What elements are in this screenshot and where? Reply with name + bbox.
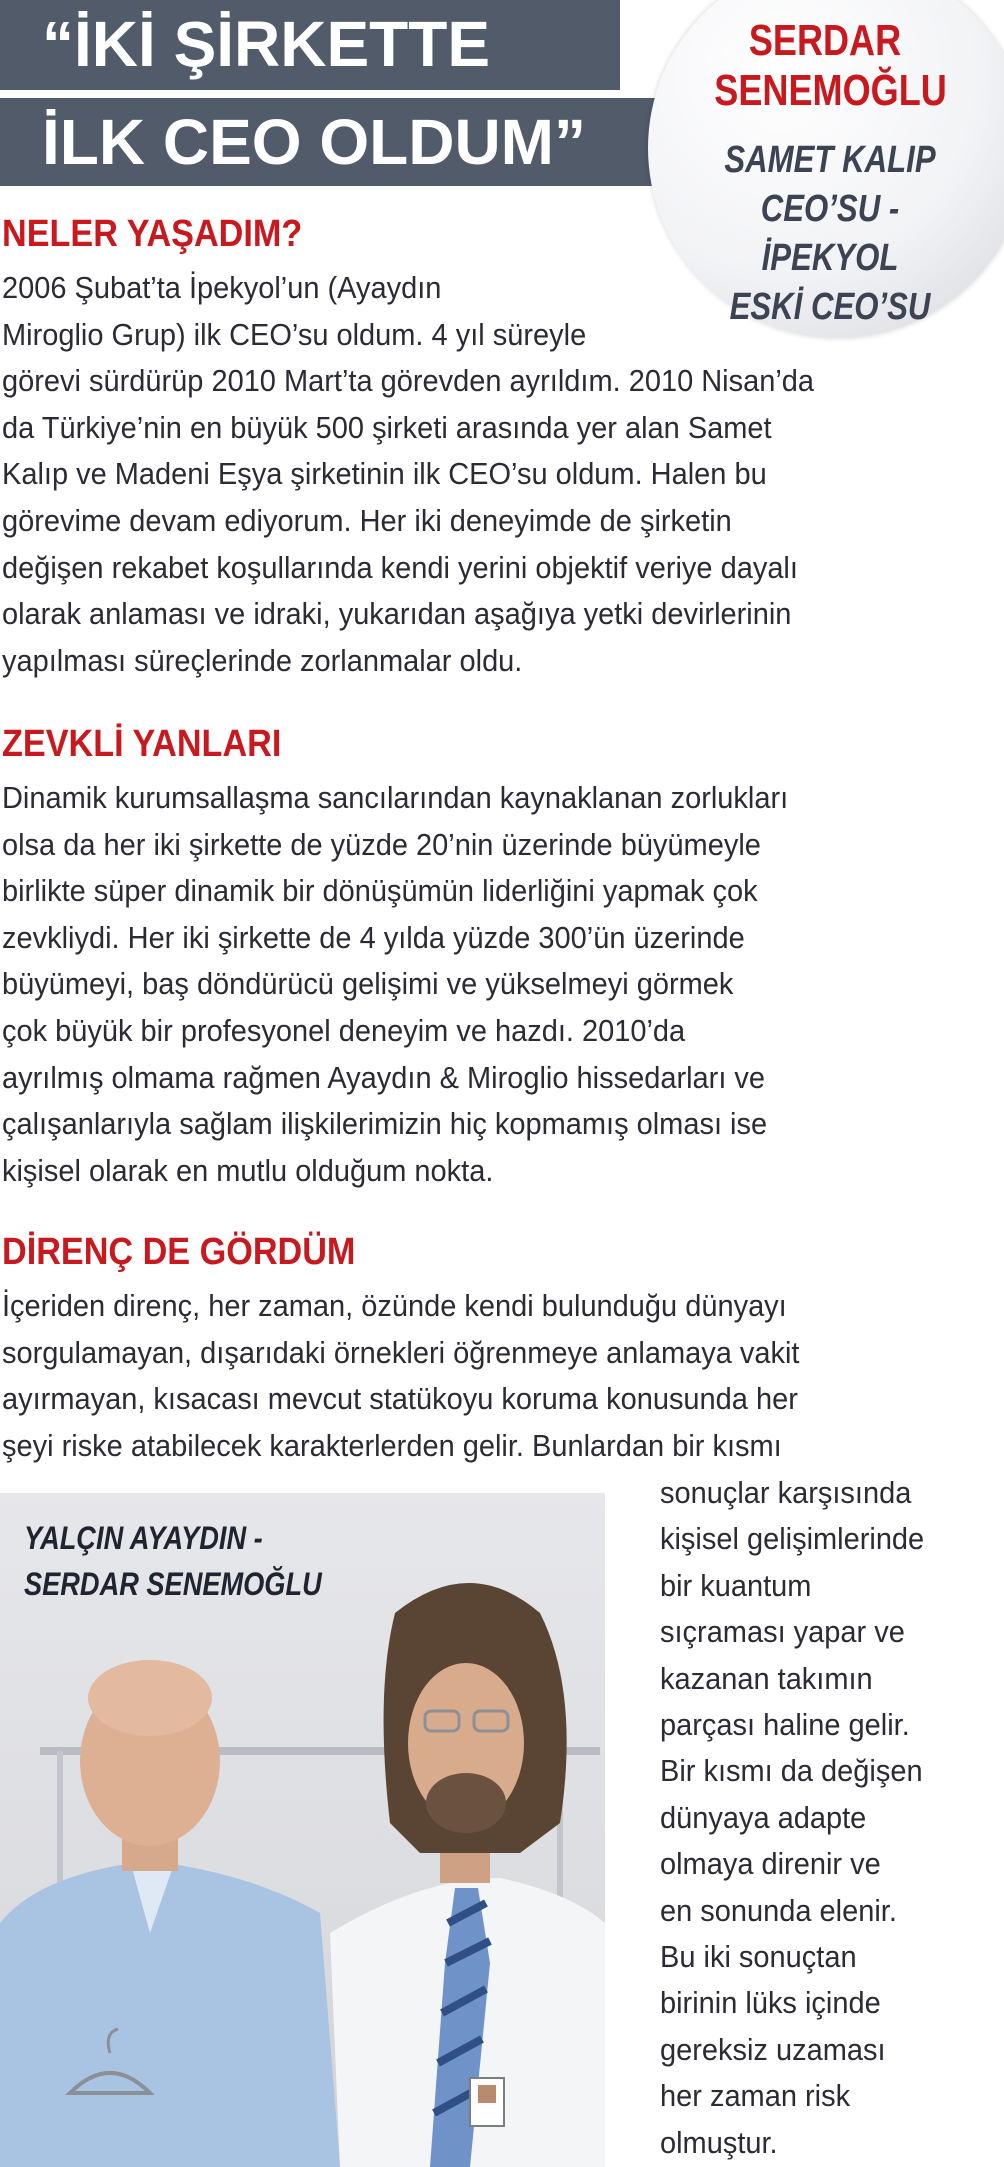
photo-caption-line: SERDAR SENEMOĞLU — [24, 1566, 322, 1602]
body-line: Dinamik kurumsallaşma sancılarından kaynaklanan zorlukları — [2, 780, 789, 815]
body-line: yapılması süreçlerinde zorlanmalar oldu. — [2, 642, 523, 678]
body-line: çalışanlarıyla sağlam ilişkilerimizin hiç kopmamış olması ise — [2, 1106, 768, 1142]
section-body-zevkli-yanlari — [2, 775, 843, 1194]
body-line: çok büyük bir profesyonel deneyim ve hazdı. 2010’da — [2, 1012, 686, 1048]
body-line: İçeriden direnç, her zaman, özünde kendi bulunduğu dünyayı — [2, 1288, 787, 1323]
title-bar-bottom — [0, 98, 695, 186]
title-bar-top — [0, 0, 620, 90]
body-line: görevime devam ediyorum. Her iki deneyimde de şirketin — [2, 502, 732, 538]
body-line: kazanan takımın — [660, 1660, 873, 1696]
photo-caption-line: YALÇIN AYAYDIN - — [24, 1520, 263, 1556]
body-line: gereksiz uzaması — [660, 2031, 886, 2067]
body-line: kişisel olarak en mutlu olduğum nokta. — [2, 1152, 494, 1188]
photo-yalcin-ayaydin-serdar-senemoglu — [0, 1493, 605, 2167]
section-heading-zevkli-yanlari: ZEVKLİ YANLARI — [2, 723, 282, 765]
body-line: Bu iki sonuçtan — [660, 1939, 857, 1975]
body-line: ayrılmış olmama rağmen Ayaydın & Miroglio hissedarları ve — [2, 1059, 766, 1095]
body-line: büyümeyi, baş döndürücü gelişimi ve yükselmeyi görmek — [2, 966, 734, 1002]
body-line: kişisel gelişimlerinde — [660, 1521, 925, 1557]
body-line: dünyaya adapte — [660, 1799, 867, 1835]
body-line: bir kuantum — [660, 1567, 812, 1603]
profile-name-last: SENEMOĞLU — [714, 66, 947, 115]
body-line: değişen rekabet koşullarında kendi yerini objektif veriye dayalı — [2, 549, 798, 585]
body-line: birinin lüks içinde — [660, 1985, 881, 2021]
body-line: sıçraması yapar ve — [660, 1614, 905, 1650]
body-line: olsa da her iki şirkette de yüzde 20’nin üzerinde büyümeyle — [2, 826, 761, 862]
body-line: Bir kısmı da değişen — [660, 1753, 923, 1789]
section-body-direnc-de-gordum — [2, 1283, 855, 1469]
profile-role-line: SAMET KALIP — [724, 139, 936, 181]
body-line: en sonunda elenir. — [660, 1892, 897, 1928]
section-body-neler-yasadim — [2, 265, 870, 684]
title-line-2: İLK CEO OLDUM” — [42, 106, 586, 178]
body-line: olarak anlaması ve idraki, yukarıdan aşağıya yetki devirlerinin — [2, 596, 792, 632]
body-line: sorgulamayan, dışarıdaki örnekleri öğrenmeye anlamaya vakit — [2, 1334, 800, 1370]
body-line: da Türkiye’nin en büyük 500 şirketi arasında yer alan Samet — [2, 409, 772, 445]
section-body-side-column — [660, 1470, 943, 2166]
body-line: zevkliydi. Her iki şirkette de 4 yılda yüzde 300’ün üzerinde — [2, 919, 745, 955]
section-heading-direnc-de-gordum: DİRENÇ DE GÖRDÜM — [2, 1231, 356, 1273]
body-line: olmaya direnir ve — [660, 1846, 881, 1882]
body-line: görevi sürdürüp 2010 Mart’ta görevden ayrıldım. 2010 Nisan’da — [2, 363, 815, 399]
profile-name-first: SERDAR — [748, 16, 902, 65]
body-line: 2006 Şubat’ta İpekyol’un (Ayaydın — [2, 270, 442, 305]
body-line: şeyi riske atabilecek karakterlerden gelir. Bunlardan bir kısmı — [2, 1427, 782, 1463]
profile-role-line: CEO’SU - İPEKYOL — [760, 188, 900, 279]
body-line: parçası haline gelir. — [660, 1707, 910, 1743]
title-line-1: “İKİ ŞİRKETTE — [42, 8, 491, 80]
photo-caption — [24, 1515, 322, 1607]
section-heading-neler-yasadim: NELER YAŞADIM? — [2, 213, 303, 255]
profile-name — [714, 16, 947, 116]
body-line: sonuçlar karşısında — [660, 1475, 912, 1510]
body-line: olmuştur. — [660, 2124, 778, 2160]
body-line: Miroglio Grup) ilk CEO’su oldum. 4 yıl süreyle — [2, 316, 587, 352]
body-line: her zaman risk — [660, 2078, 851, 2114]
profile-role-line: ESKİ CEO’SU — [729, 286, 931, 328]
body-line: birlikte süper dinamik bir dönüşümün liderliğini yapmak çok — [2, 873, 758, 909]
body-line: Kalıp ve Madeni Eşya şirketinin ilk CEO’su oldum. Halen bu — [2, 456, 767, 492]
body-line: ayırmayan, kısacası mevcut statükoyu koruma konusunda her — [2, 1381, 798, 1417]
